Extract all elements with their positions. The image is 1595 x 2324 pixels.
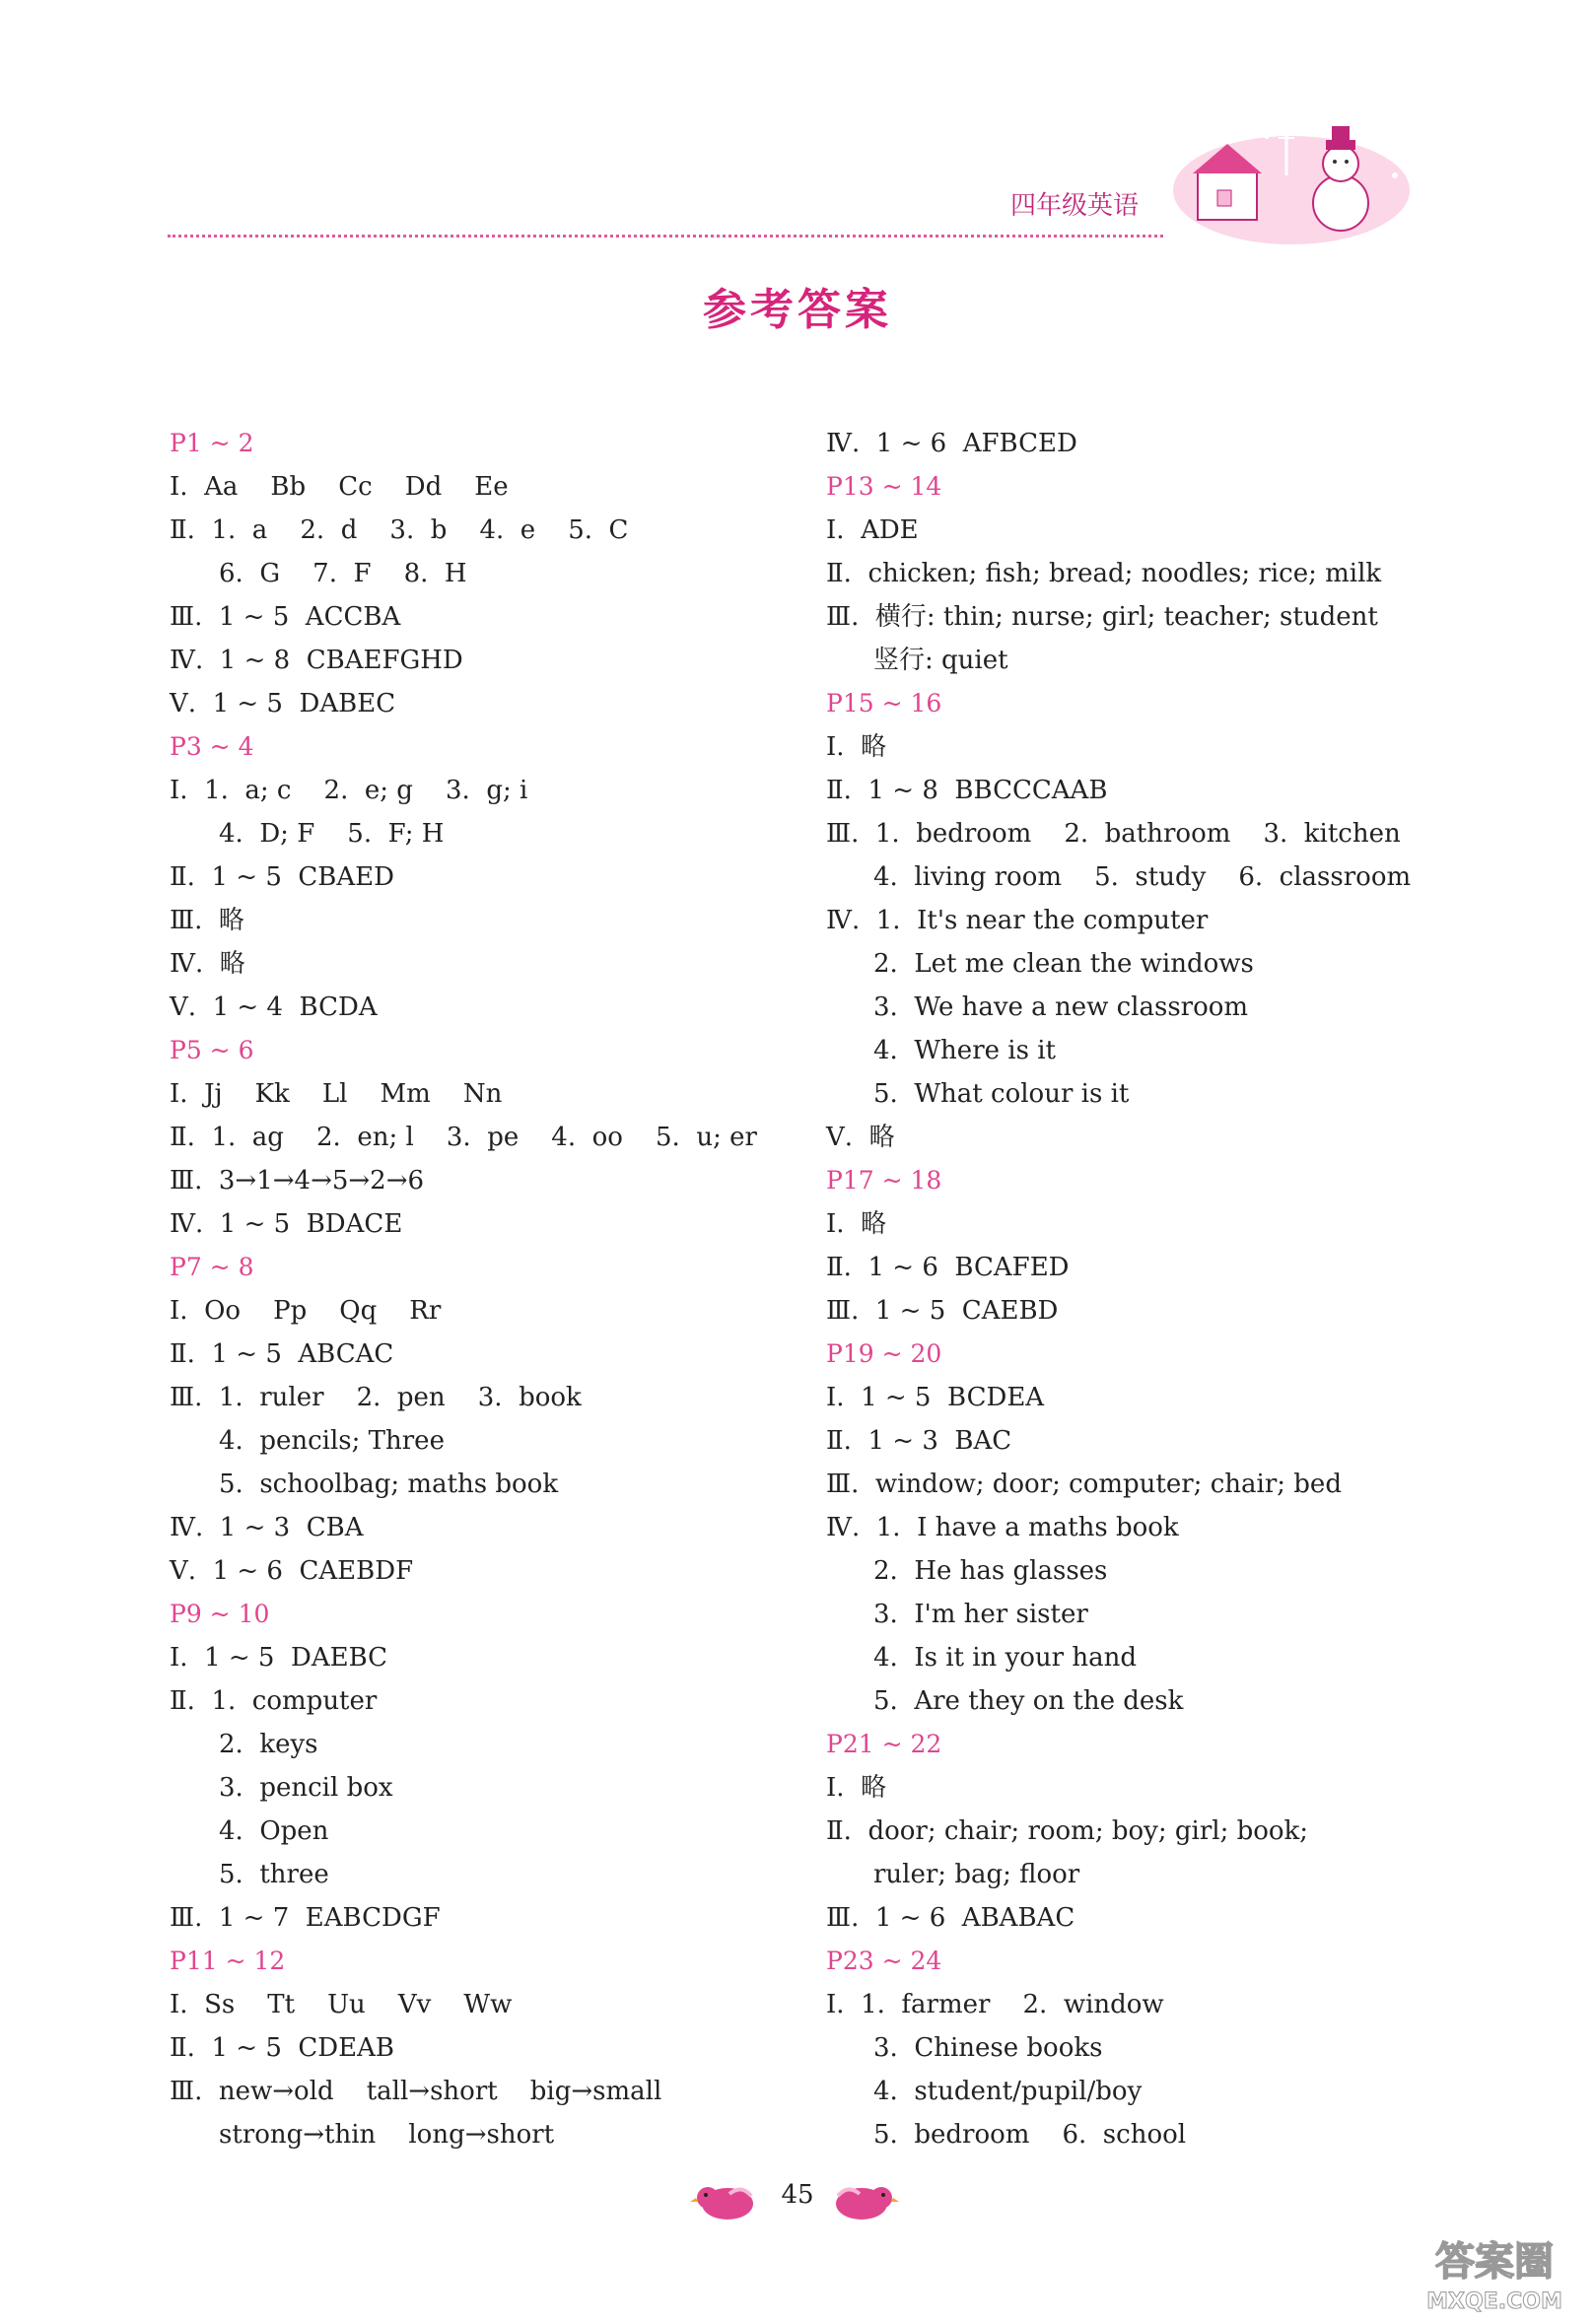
answer-line: Ⅰ. 1. farmer 2. window: [826, 1990, 1164, 2019]
answer-line: 5. schoolbag; maths book: [219, 1470, 559, 1499]
answer-line: Ⅰ. 1 ~ 5 BCDEA: [826, 1383, 1045, 1412]
section-heading: P11 ~ 12: [170, 1947, 286, 1975]
header-label: 四年级英语: [1010, 191, 1140, 221]
answer-line: Ⅴ. 1 ~ 5 DABEC: [170, 689, 396, 718]
page-number: 45: [781, 2180, 814, 2210]
answer-line: 3. We have a new classroom: [873, 992, 1249, 1022]
answer-column-right: [826, 422, 1437, 2156]
answer-line: 4. living room 5. study 6. classroom: [873, 862, 1412, 892]
section-heading: P15 ~ 16: [826, 689, 942, 718]
answer-line: 5. Are they on the desk: [873, 1686, 1184, 1716]
answer-line: Ⅳ. 1 ~ 8 CBAEFGHD: [170, 646, 463, 675]
section-heading: P7 ~ 8: [170, 1253, 254, 1281]
answer-line: Ⅳ. 略: [170, 949, 245, 979]
answer-line: Ⅰ. 略: [826, 732, 887, 762]
answer-line: Ⅲ. 横行: thin; nurse; girl; teacher; student: [826, 602, 1378, 632]
answer-line: 2. keys: [219, 1730, 318, 1759]
answer-line: Ⅱ. 1 ~ 6 BCAFED: [826, 1253, 1070, 1282]
answer-line: Ⅱ. 1 ~ 8 BBCCCAAB: [826, 776, 1108, 805]
answer-line: Ⅰ. 略: [826, 1773, 887, 1803]
answer-line: Ⅲ. 1 ~ 7 EABCDGF: [170, 1903, 441, 1933]
section-heading: P5 ~ 6: [170, 1036, 254, 1064]
answer-line: 4. D; F 5. F; H: [219, 819, 445, 849]
answer-line: Ⅱ. 1. a 2. d 3. b 4. e 5. C: [170, 515, 629, 545]
section-heading: P23 ~ 24: [826, 1947, 942, 1975]
section-heading: P3 ~ 4: [170, 732, 254, 761]
answer-line: Ⅱ. 1 ~ 5 ABCAC: [170, 1339, 394, 1369]
answer-line: Ⅰ. 1. a; c 2. e; g 3. g; i: [170, 776, 528, 805]
answer-line: Ⅴ. 略: [826, 1123, 895, 1152]
answer-line: Ⅲ. 3→1→4→5→2→6: [170, 1166, 425, 1196]
answer-line: Ⅱ. 1 ~ 3 BAC: [826, 1426, 1012, 1456]
answer-line: 4. Where is it: [873, 1036, 1056, 1065]
header-divider: [168, 235, 1163, 238]
section-heading: P19 ~ 20: [826, 1339, 942, 1368]
answer-line: Ⅲ. 1. bedroom 2. bathroom 3. kitchen: [826, 819, 1401, 849]
answer-line: Ⅴ. 1 ~ 6 CAEBDF: [170, 1556, 414, 1586]
page-title: 参考答案: [703, 285, 892, 335]
watermark-text: 答案圈: [1435, 2239, 1554, 2285]
answer-line: Ⅱ. door; chair; room; boy; girl; book;: [826, 1816, 1309, 1846]
answer-line: 3. pencil box: [219, 1773, 393, 1803]
answer-line: 6. G 7. F 8. H: [219, 559, 467, 588]
answer-line: 3. I'm her sister: [873, 1600, 1088, 1629]
watermark-logo: [1406, 2225, 1583, 2316]
answer-line: 2. He has glasses: [873, 1556, 1108, 1586]
section-heading: P1 ~ 2: [170, 429, 254, 457]
answer-line: Ⅲ. 1 ~ 6 ABABAC: [826, 1903, 1075, 1933]
answer-line: Ⅰ. Oo Pp Qq Rr: [170, 1296, 442, 1326]
answer-line: Ⅱ. 1 ~ 5 CDEAB: [170, 2033, 394, 2063]
answer-line: strong→thin long→short: [219, 2120, 555, 2150]
answer-line: Ⅲ. window; door; computer; chair; bed: [826, 1470, 1342, 1499]
section-heading: P13 ~ 14: [826, 472, 942, 501]
answer-line: Ⅲ. 1 ~ 5 ACCBA: [170, 602, 401, 632]
answer-line: 5. bedroom 6. school: [873, 2120, 1187, 2150]
answer-line: Ⅲ. 1 ~ 5 CAEBD: [826, 1296, 1059, 1326]
bird-icon-left: [690, 2178, 759, 2223]
answer-line: Ⅴ. 1 ~ 4 BCDA: [170, 992, 378, 1022]
answer-line: Ⅳ. 1 ~ 3 CBA: [170, 1513, 364, 1542]
answer-line: 4. student/pupil/boy: [873, 2077, 1143, 2106]
answer-line: Ⅲ. 1. ruler 2. pen 3. book: [170, 1383, 582, 1412]
answer-line: Ⅱ. chicken; fish; bread; noodles; rice; milk: [826, 559, 1382, 588]
answer-line: 竖行: quiet: [873, 646, 1008, 675]
answer-line: Ⅰ. 1 ~ 5 DAEBC: [170, 1643, 388, 1673]
answer-line: Ⅳ. 1 ~ 6 AFBCED: [826, 429, 1077, 458]
answer-line: Ⅰ. 略: [826, 1209, 887, 1239]
answer-line: 4. Is it in your hand: [873, 1643, 1137, 1673]
section-heading: P21 ~ 22: [826, 1730, 942, 1758]
answer-line: Ⅳ. 1. It's near the computer: [826, 906, 1209, 935]
answer-line: Ⅳ. 1. I have a maths book: [826, 1513, 1179, 1542]
answer-line: ruler; bag; floor: [873, 1860, 1080, 1889]
answer-line: Ⅱ. 1. computer: [170, 1686, 378, 1716]
answer-line: Ⅰ. Jj Kk Ll Mm Nn: [170, 1079, 503, 1109]
answer-line: Ⅰ. ADE: [826, 515, 919, 545]
section-heading: P17 ~ 18: [826, 1166, 942, 1195]
answer-line: Ⅲ. new→old tall→short big→small: [170, 2077, 662, 2106]
bird-icon-right: [830, 2178, 899, 2223]
answer-line: Ⅰ. Aa Bb Cc Dd Ee: [170, 472, 509, 502]
answer-line: 4. pencils; Three: [219, 1426, 445, 1456]
snowman-house-illustration: [1168, 116, 1415, 244]
section-heading: P9 ~ 10: [170, 1600, 270, 1628]
answer-line: 2. Let me clean the windows: [873, 949, 1254, 979]
answer-line: 4. Open: [219, 1816, 329, 1846]
answer-line: Ⅱ. 1. ag 2. en; l 3. pe 4. oo 5. u; er: [170, 1123, 757, 1152]
answer-column-left: [170, 422, 800, 2156]
answer-line: Ⅲ. 略: [170, 906, 244, 935]
answer-line: Ⅰ. Ss Tt Uu Vv Ww: [170, 1990, 513, 2019]
answer-line: 3. Chinese books: [873, 2033, 1103, 2063]
answer-line: Ⅱ. 1 ~ 5 CBAED: [170, 862, 394, 892]
answer-line: 5. What colour is it: [873, 1079, 1130, 1109]
watermark-url: MXQE.COM: [1426, 2290, 1562, 2314]
answer-line: Ⅳ. 1 ~ 5 BDACE: [170, 1209, 403, 1239]
answer-line: 5. three: [219, 1860, 329, 1889]
